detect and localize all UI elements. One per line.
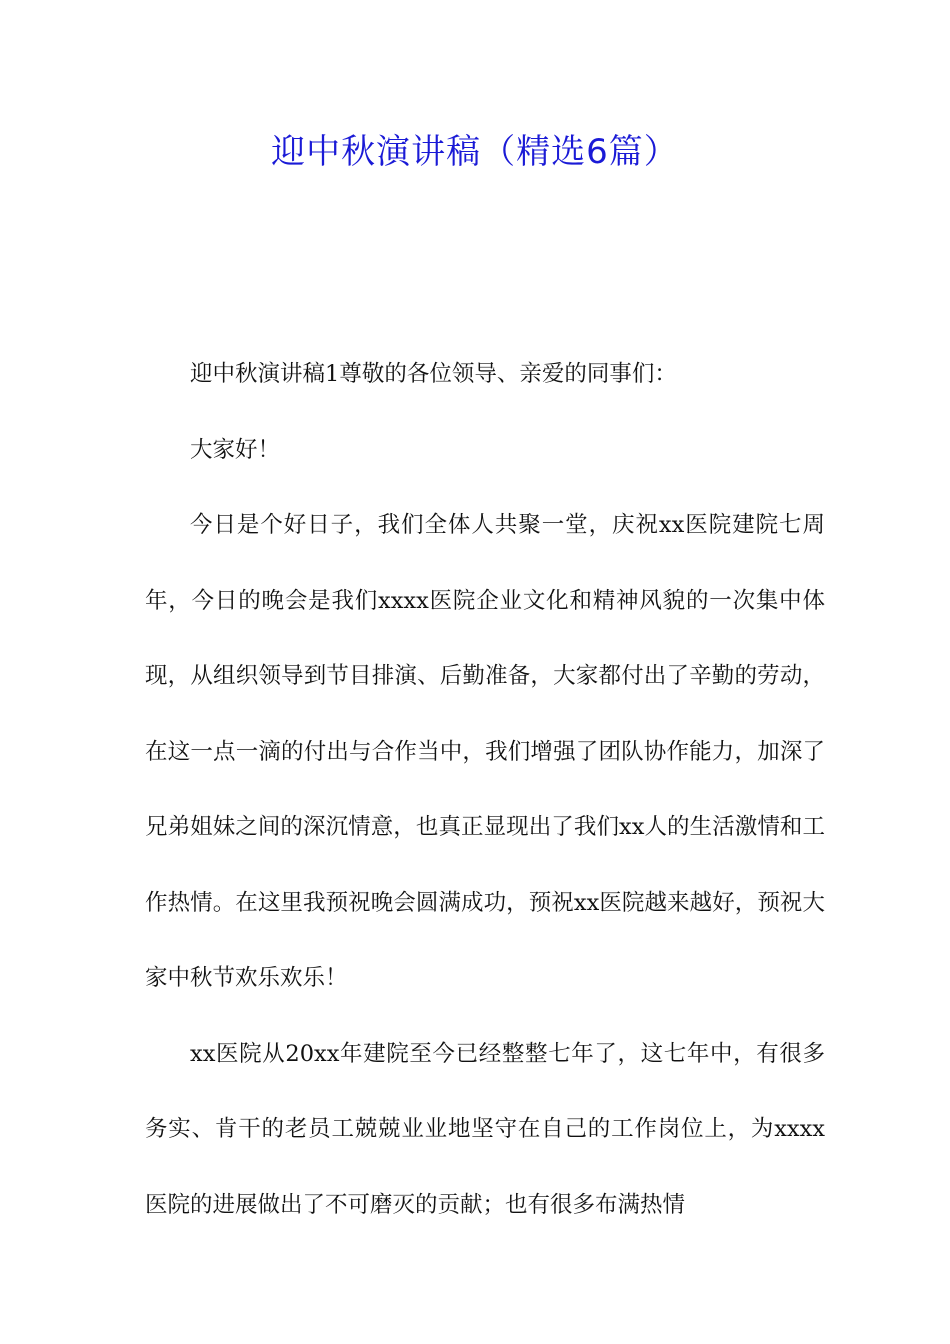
paragraph-hello: 大家好！ bbox=[190, 436, 281, 463]
paragraph-celebration: 今日是个好日子，我们全体人共聚一堂，庆祝xx医院建院七周年，今日的晚会是我们xxxx医院企业文化和精神风貌的一次集中体现，从组织领导到节目排演、后勤准备，大家都付出了辛勤的劳动，在这一点一滴的付出与合作当中，我们增强了团队协作能力，加深了兄弟姐妹之间的深沉情意，也真正显现出了我们xx人的生活激情和工作热情。在这里我预祝晚会圆满成功，预祝xx医院越来越好，预祝大家中秋节欢乐欢乐！ bbox=[145, 512, 825, 991]
paragraph-history: xx医院从20xx年建院至今已经整整七年了，这七年中，有很多务实、肯干的老员工兢兢业业地坚守在自己的工作岗位上，为xxxx医院的进展做出了不可磨灭的贡献；也有很多布满热情 bbox=[145, 1040, 825, 1218]
paragraph-greeting: 迎中秋演讲稿1尊敬的各位领导、亲爱的同事们： bbox=[190, 361, 677, 387]
document-title: 迎中秋演讲稿（精选6篇） bbox=[271, 132, 679, 172]
document-body bbox=[145, 337, 825, 1243]
